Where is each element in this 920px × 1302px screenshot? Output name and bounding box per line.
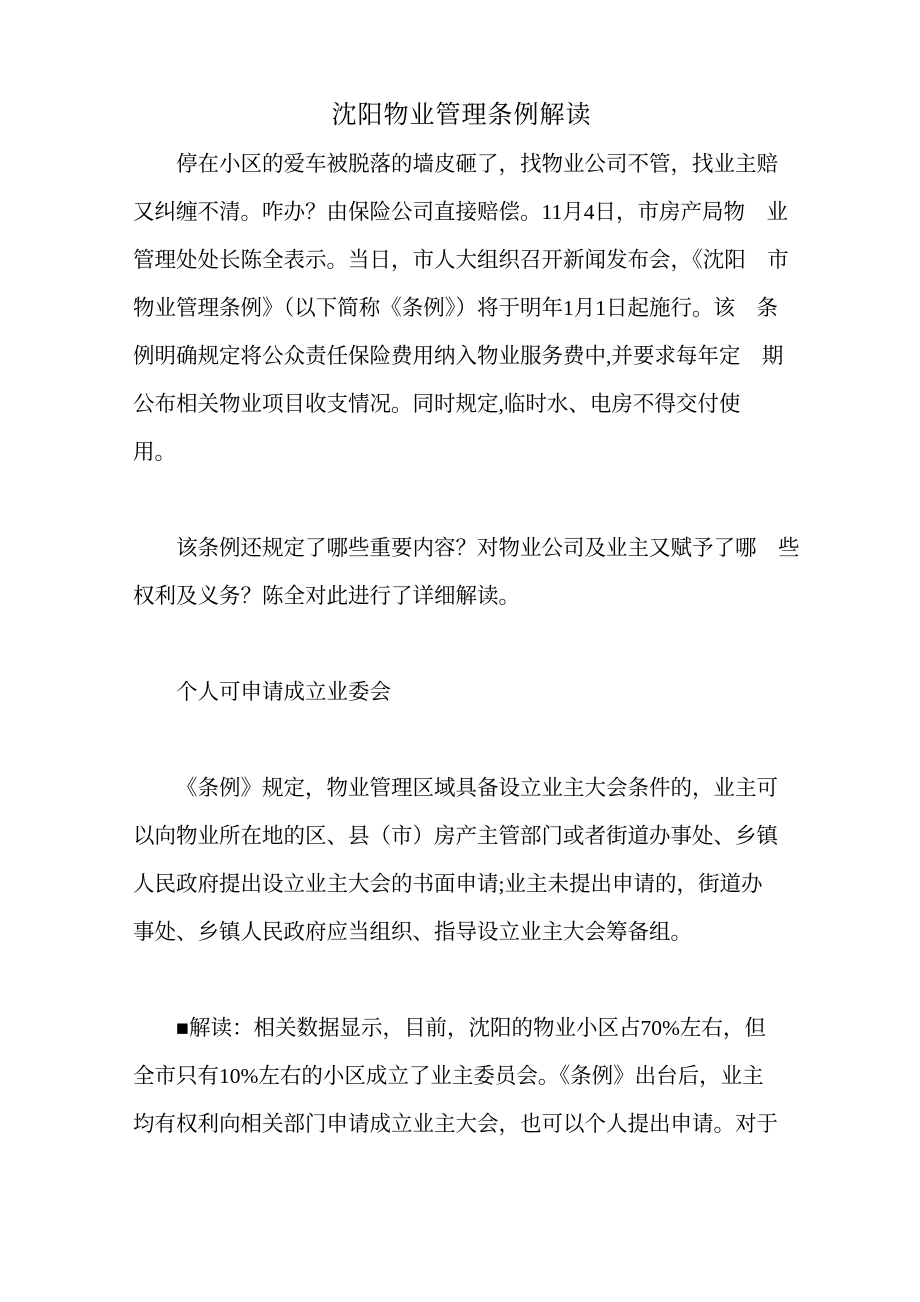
section-heading — [133, 668, 790, 716]
paragraph-questions — [133, 524, 800, 620]
text-line: 人民政府提出设立业主大会的书面申请;业主未提出申请的，街道办 — [133, 872, 763, 896]
text-line: 全市只有10%左右的小区成立了业主委员会。《条例》出台后，业主 — [133, 1064, 764, 1088]
text-line: 管理处处长陈全表示。当日，市人大组织召开新闻发布会，《沈阳 市 — [133, 248, 789, 272]
text-line: 公布相关物业项目收支情况。同时规定,临时水、电房不得交付使 — [133, 392, 741, 416]
text-line: 用。 — [133, 440, 177, 464]
text-line: ■解读：相关数据显示，目前，沈阳的物业小区占70%左右，但 — [176, 1016, 766, 1040]
text-line: 物业管理条例》（以下简称《条例》）将于明年1月1日起施行。该 条 — [133, 296, 779, 320]
text-line: 例明确规定将公众责任保险费用纳入物业服务费中,并要求每年定 期 — [133, 344, 784, 368]
text-line: 停在小区的爱车被脱落的墙皮砸了，找物业公司不管，找业主赔 — [176, 152, 779, 176]
text-line: 均有权利向相关部门申请成立业主大会，也可以个人提出申请。对于 — [133, 1112, 779, 1136]
text-line: 该条例还规定了哪些重要内容？对物业公司及业主又赋予了哪 些 — [176, 536, 800, 560]
section-heading-text: 个人可申请成立业委会 — [176, 680, 392, 704]
paragraph-intro — [133, 140, 790, 476]
text-line: 事处、乡镇人民政府应当组织、指导设立业主大会筹备组。 — [133, 920, 693, 944]
text-line: 权利及义务？陈全对此进行了详细解读。 — [133, 584, 521, 608]
document-title: 沈阳物业管理条例解读 — [331, 102, 592, 129]
paragraph-regulation — [133, 764, 790, 956]
text-line: 《条例》规定，物业管理区域具备设立业主大会条件的，业主可 — [176, 776, 779, 800]
text-line: 又纠缠不清。咋办？由保险公司直接赔偿。11月4日，市房产局物 业 — [133, 200, 788, 224]
text-line: 以向物业所在地的区、县（市）房产主管部门或者街道办事处、乡镇 — [133, 824, 779, 848]
paragraph-interpretation — [133, 1004, 790, 1148]
